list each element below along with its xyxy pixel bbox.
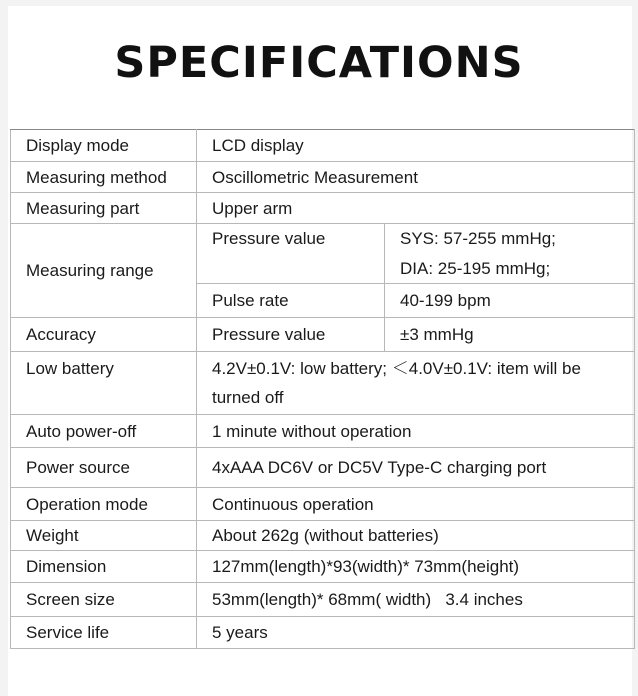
spec-label: Measuring part <box>11 193 197 224</box>
spec-label: Weight <box>11 521 197 551</box>
spec-value: 5 years <box>197 617 635 649</box>
table-row <box>11 193 635 224</box>
spec-label: Measuring range <box>11 224 197 318</box>
spec-value: DIA: 25-195 mmHg; <box>385 254 635 284</box>
table-row <box>11 162 635 193</box>
spec-label: Auto power-off <box>11 415 197 448</box>
spec-label: Screen size <box>11 583 197 617</box>
table-row <box>11 583 635 617</box>
spec-label: Measuring method <box>11 162 197 193</box>
table-row <box>11 448 635 488</box>
spec-label: Low battery <box>11 352 197 415</box>
specifications-table <box>10 129 635 649</box>
spec-value: 127mm(length)*93(width)* 73mm(height) <box>197 551 635 583</box>
spec-value: ±3 mmHg <box>385 318 635 352</box>
spec-value: 4.2V±0.1V: low battery; ＜4.0V±0.1V: item will be turned off <box>197 352 635 415</box>
spec-value: 4xAAA DC6V or DC5V Type-C charging port <box>197 448 635 488</box>
spec-value: Oscillometric Measurement <box>197 162 635 193</box>
spec-sub-label: Pulse rate <box>197 284 385 318</box>
table-row <box>11 488 635 521</box>
spec-label: Operation mode <box>11 488 197 521</box>
table-row <box>11 318 635 352</box>
spec-value: About 262g (without batteries) <box>197 521 635 551</box>
spec-label: Power source <box>11 448 197 488</box>
table-row <box>11 617 635 649</box>
spec-value: Upper arm <box>197 193 635 224</box>
page-title: SPECIFICATIONS <box>114 38 524 88</box>
table-row <box>11 352 635 415</box>
spec-sub-label: Pressure value <box>197 318 385 352</box>
spec-value: LCD display <box>197 130 635 162</box>
spec-label: Accuracy <box>11 318 197 352</box>
spec-value: 53mm(length)* 68mm( width) 3.4 inches <box>197 583 635 617</box>
table-row <box>11 521 635 551</box>
spec-sub-label: Pressure value <box>197 224 385 284</box>
spec-value: Continuous operation <box>197 488 635 521</box>
spec-label: Dimension <box>11 551 197 583</box>
table-row <box>11 415 635 448</box>
spec-value: SYS: 57-255 mmHg; <box>385 224 635 254</box>
table-row <box>11 130 635 162</box>
spec-label: Service life <box>11 617 197 649</box>
table-row <box>11 551 635 583</box>
spec-label: Display mode <box>11 130 197 162</box>
table-row <box>11 224 635 254</box>
spec-value: 40-199 bpm <box>385 284 635 318</box>
spec-value: 1 minute without operation <box>197 415 635 448</box>
